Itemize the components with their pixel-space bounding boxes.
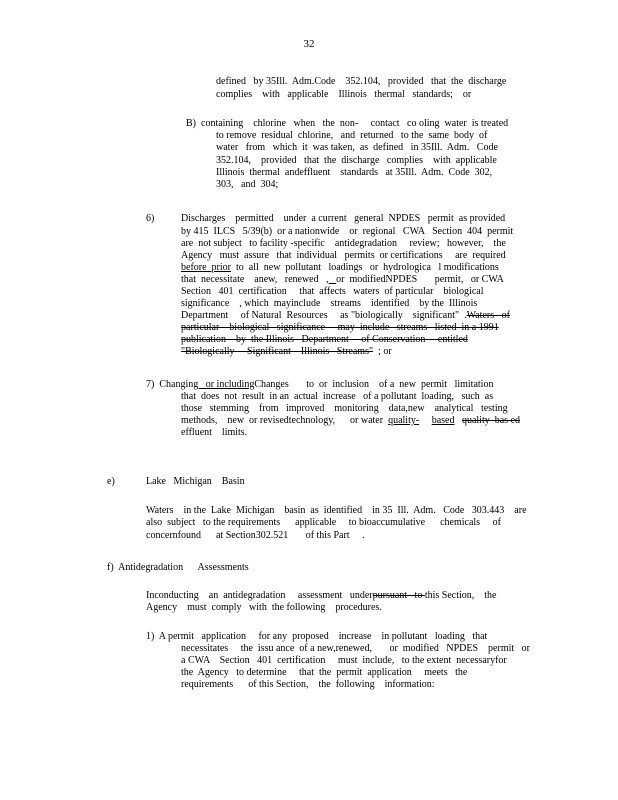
text-line bbox=[181, 226, 513, 237]
text-run: Section 401 certification that affects waters of particular biological bbox=[181, 286, 484, 297]
text-line bbox=[146, 530, 365, 541]
text-run: Discharges permitted under a current general NPDES permit as provided bbox=[181, 213, 506, 224]
struck-text: "Biologically Significant Illinois Streams" bbox=[181, 346, 374, 357]
text-run: Department of Natural Resources as "biologically significant" . bbox=[181, 310, 467, 321]
text-line bbox=[181, 322, 499, 333]
text-run: also subject to the requirements applicable to bioaccumulative chemicals of bbox=[146, 517, 501, 528]
text-line bbox=[216, 76, 506, 87]
text-run: 1) A permit application for any proposed increase in pollutant loading that bbox=[146, 631, 488, 642]
text-line bbox=[216, 130, 487, 141]
text-line bbox=[146, 379, 493, 390]
text-line bbox=[181, 250, 506, 261]
text-run: requirements of this Section, the following information: bbox=[181, 679, 435, 690]
text-run: a CWA Section 401 certification must include, to the extent necessaryfor bbox=[181, 655, 507, 666]
struck-text: publication by the Illinois Department of Conservation entitled bbox=[181, 334, 468, 345]
underlined-text: _ bbox=[328, 274, 337, 285]
text-run: Lake Michigan Basin bbox=[146, 476, 245, 487]
text-run: are not subject to facility -specific antidegradation review; however, the bbox=[181, 238, 506, 249]
text-line bbox=[216, 89, 471, 100]
text-line bbox=[216, 155, 497, 166]
text-line bbox=[181, 679, 435, 690]
text-line bbox=[181, 334, 468, 345]
text-line bbox=[146, 505, 527, 516]
underlined-text: based bbox=[431, 415, 455, 426]
text-line bbox=[216, 179, 278, 190]
text-line bbox=[181, 391, 493, 402]
text-run: Changes to or inclusion of a new permit limitation bbox=[254, 379, 494, 390]
text-line bbox=[181, 310, 510, 321]
text-line bbox=[146, 602, 382, 613]
text-run: the Agency to determine that the permit application meets the bbox=[181, 667, 468, 678]
text-run: water from which it was taken, as defined in 35Ill. Adm. Code bbox=[216, 142, 498, 153]
text-line bbox=[181, 403, 508, 414]
text-line bbox=[181, 346, 392, 357]
text-run: Agency must comply with the following procedures. bbox=[146, 602, 382, 613]
text-line bbox=[107, 562, 249, 573]
text-run: this Section, the bbox=[424, 590, 497, 601]
text-run: complies with applicable Illinois thermal standards; or bbox=[216, 89, 472, 100]
underlined-text: g or including bbox=[193, 379, 255, 390]
underlined-text: quality- bbox=[388, 415, 420, 426]
text-run: 303, and 304; bbox=[216, 179, 279, 190]
text-line bbox=[216, 167, 492, 178]
text-run: by 415 ILCS 5/39(b) or a nationwide or regional CWA Section 404 permit bbox=[181, 226, 514, 237]
text-line bbox=[146, 590, 497, 601]
text-run: Inconducting an antidegradation assessment under bbox=[146, 590, 373, 601]
text-run: 352.104, provided that the discharge complies with applicable bbox=[216, 155, 497, 166]
text-line bbox=[107, 476, 115, 487]
text-run: or modifiedNPDES permit, or CWA bbox=[336, 274, 504, 285]
text-line bbox=[181, 238, 506, 249]
struck-text: particular biological significance may include streams listed in a 1991 bbox=[181, 322, 499, 333]
text-run: e) bbox=[107, 476, 115, 487]
text-run: B) containing chlorine when the non- contact co oling water is treated bbox=[186, 118, 509, 129]
text-run: effluent limits. bbox=[181, 427, 248, 438]
text-line bbox=[181, 274, 504, 285]
text-line bbox=[181, 643, 530, 654]
text-run: ; or bbox=[373, 346, 392, 357]
text-line bbox=[181, 427, 247, 438]
page-number: 32 bbox=[303, 38, 315, 50]
text-line bbox=[216, 142, 498, 153]
text-line bbox=[146, 476, 245, 487]
text-line bbox=[181, 655, 507, 666]
text-run: concernfound at Section302.521 of this Part . bbox=[146, 530, 365, 541]
text-run: to all new pollutant loadings or hydrologica l modifications bbox=[230, 262, 499, 273]
text-run: Illinois thermal andeffluent standards at 35Ill. Adm. Code 302, bbox=[216, 167, 493, 178]
struck-text: pursuant to bbox=[372, 590, 425, 601]
text-line bbox=[181, 298, 477, 309]
text-run: Agency must assure that individual permits or certifications are required bbox=[181, 250, 506, 261]
text-line bbox=[146, 213, 154, 224]
text-line bbox=[181, 415, 520, 426]
text-line bbox=[181, 667, 467, 678]
text-line bbox=[181, 286, 484, 297]
text-run: 6) bbox=[146, 213, 155, 224]
text-run: necessitates the issu ance of a new,renewed, or modified NPDES permit or bbox=[181, 643, 530, 654]
text-run: Waters in the Lake Michigan basin as identified in 35 Ill. Adm. Code 303.443 are bbox=[146, 505, 527, 516]
text-line bbox=[146, 517, 501, 528]
text-line bbox=[181, 262, 499, 273]
text-run bbox=[419, 415, 432, 426]
text-run: to remove residual chlorine, and returned to the same body of bbox=[216, 130, 488, 141]
text-run: 7) Changin bbox=[146, 379, 194, 390]
text-run: defined by 35Ill. Adm.Code 352.104, provided that the discharge bbox=[216, 76, 507, 87]
text-run: that does not result in an actual increase of a pollutant loading, such as bbox=[181, 391, 494, 402]
text-line bbox=[181, 213, 505, 224]
text-run: methods, new or revisedtechnology, or water bbox=[181, 415, 389, 426]
underlined-text: before prior bbox=[181, 262, 231, 273]
text-run: that necessitate anew, renewed , bbox=[181, 274, 329, 285]
text-run: f) Antidegradation Assessments bbox=[107, 562, 249, 573]
text-run bbox=[454, 415, 462, 426]
text-line bbox=[186, 118, 508, 129]
text-line bbox=[146, 631, 487, 642]
struck-text: Waters of bbox=[466, 310, 510, 321]
struck-text: quality bas ed bbox=[461, 415, 521, 426]
text-run: significance , which mayinclude streams identified by the Illinois bbox=[181, 298, 478, 309]
text-run: those stemming from improved monitoring data,new analytical testing bbox=[181, 403, 508, 414]
